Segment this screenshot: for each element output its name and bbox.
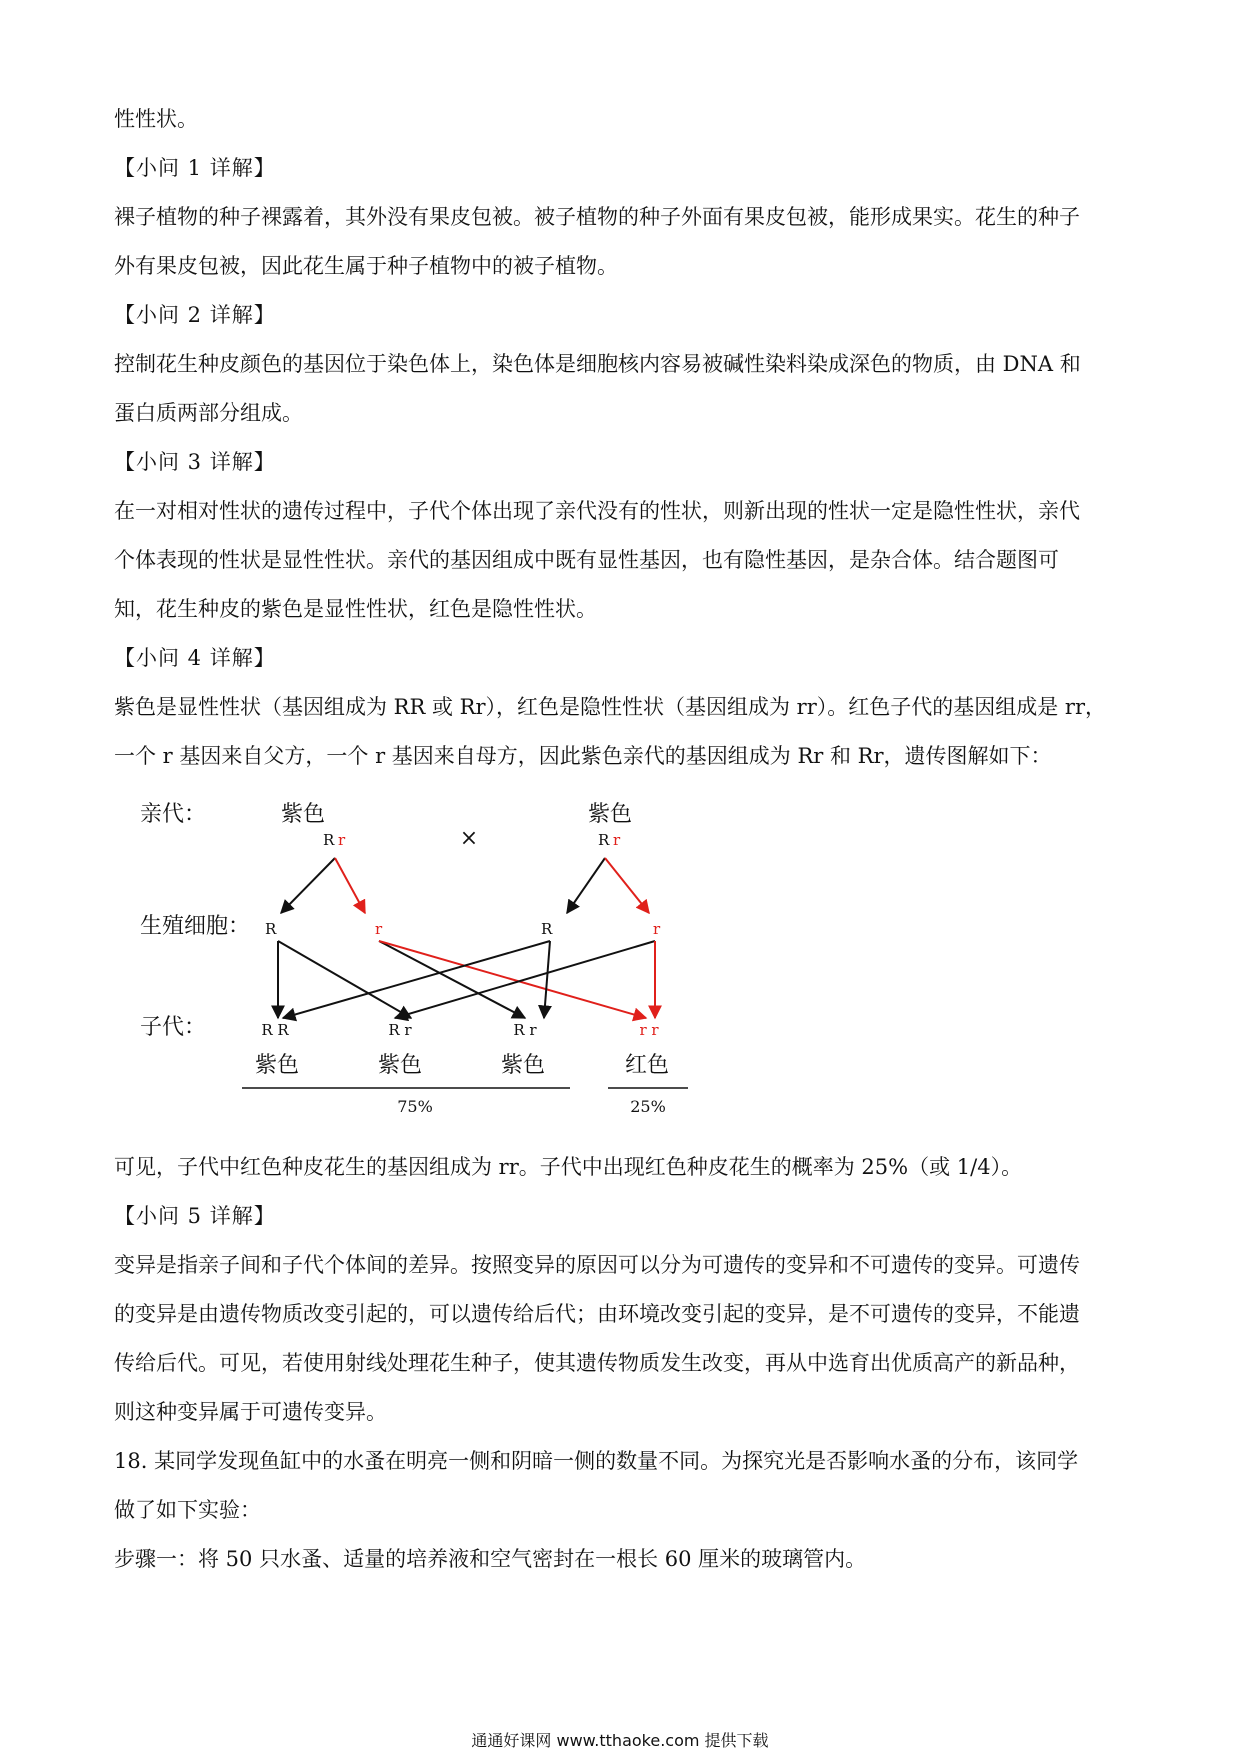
text-line: 性性状。: [114, 107, 198, 131]
arrow-r-to-Rr: [379, 941, 525, 1018]
offspring-1-phenotype: 紫色: [254, 1053, 300, 1078]
offspring-2-phenotype: 紫色: [377, 1053, 423, 1078]
gamete-right-R: R: [541, 920, 553, 938]
text-line: 紫色是显性性状（基因组成为 RR 或 Rr），红色是隐性性状（基因组成为 rr）。红色子代的基因组成是 rr，: [114, 695, 1106, 719]
parent-left-phenotype: 紫色: [280, 802, 326, 827]
text-line: 可见，子代中红色种皮花生的基因组成为 rr。子代中出现红色种皮花生的概率为 25%（或 1/4）。: [114, 1155, 1023, 1179]
text-line: 蛋白质两部分组成。: [114, 401, 303, 425]
parent-left-gene-r: r: [338, 831, 346, 849]
text-line: 在一对相对性状的遗传过程中，子代个体出现了亲代没有的性状，则新出现的性状一定是隐性性状，亲代: [114, 499, 1080, 523]
text-line: 一个 r 基因来自父方，一个 r 基因来自母方，因此紫色亲代的基因组成为 Rr 和 Rr，遗传图解如下：: [114, 744, 1052, 768]
text-line: 知，花生种皮的紫色是显性性状，红色是隐性性状。: [114, 597, 597, 621]
arrow-r2-to-Rr: [395, 941, 655, 1018]
parent-right-gene-R: R: [598, 831, 610, 849]
section-heading-q1: 【小问 1 详解】: [114, 156, 276, 180]
offspring-3-genotype: R r: [513, 1021, 537, 1039]
text-line: 的变异是由遗传物质改变引起的，可以遗传给后代；由环境改变引起的变异，是不可遗传的变异，不能遗: [114, 1302, 1080, 1326]
arrow-parent-left-to-R: [281, 858, 335, 913]
offspring-4-genotype: r r: [639, 1021, 659, 1039]
footer-source: 通通好课网 www.tthaoke.com 提供下载: [471, 1731, 769, 1750]
offspring-2-genotype: R r: [388, 1021, 412, 1039]
arrow-parent-right-to-r: [605, 858, 649, 913]
cross-symbol: ×: [459, 826, 479, 851]
gamete-left-R: R: [265, 920, 277, 938]
offspring-3-phenotype: 紫色: [500, 1053, 546, 1078]
text-line: 外有果皮包被，因此花生属于种子植物中的被子植物。: [114, 254, 618, 278]
text-line: 传给后代。可见，若使用射线处理花生种子，使其遗传物质发生改变，再从中选育出优质高产的新品种，: [114, 1351, 1080, 1375]
arrow-parent-left-to-r: [335, 858, 365, 913]
parent-left-gene-R: R: [323, 831, 335, 849]
label-gametes: 生殖细胞：: [140, 914, 251, 939]
label-parents: 亲代：: [140, 802, 207, 827]
arrow-R-to-Rr2: [278, 941, 411, 1018]
section-heading-q3: 【小问 3 详解】: [114, 450, 276, 474]
text-line: 裸子植物的种子裸露着，其外没有果皮包被。被子植物的种子外面有果皮包被，能形成果实。花生的种子: [114, 205, 1080, 229]
text-line: 则这种变异属于可遗传变异。: [114, 1400, 387, 1424]
gamete-right-r: r: [653, 920, 661, 938]
genetic-cross-diagram: [125, 790, 725, 1130]
arrow-parent-right-to-R: [567, 858, 605, 913]
question-18-text: 18. 某同学发现鱼缸中的水蚤在明亮一侧和阴暗一侧的数量不同。为探究光是否影响水蚤的分布，该同学: [114, 1449, 1079, 1473]
section-heading-q4: 【小问 4 详解】: [114, 646, 276, 670]
offspring-4-phenotype: 红色: [624, 1053, 670, 1078]
text-line: 变异是指亲子间和子代个体间的差异。按照变异的原因可以分为可遗传的变异和不可遗传的变异。可遗传: [114, 1253, 1080, 1277]
arrow-R2-to-Rr3: [544, 941, 550, 1018]
text-line: 控制花生种皮颜色的基因位于染色体上，染色体是细胞核内容易被碱性染料染成深色的物质，由 DNA 和: [114, 352, 1081, 376]
offspring-1-genotype: R R: [261, 1021, 289, 1039]
parent-right-phenotype: 紫色: [587, 802, 633, 827]
section-heading-q5: 【小问 5 详解】: [114, 1204, 276, 1228]
text-line: 做了如下实验：: [114, 1498, 261, 1522]
label-offspring: 子代：: [140, 1015, 207, 1040]
percent-red: 25%: [630, 1097, 666, 1116]
text-line: 步骤一：将 50 只水蚤、适量的培养液和空气密封在一根长 60 厘米的玻璃管内。: [114, 1547, 867, 1571]
text-line: 个体表现的性状是显性性状。亲代的基因组成中既有显性基因，也有隐性基因，是杂合体。结合题图可: [114, 548, 1059, 572]
parent-right-gene-r: r: [613, 831, 621, 849]
gamete-left-r: r: [375, 920, 383, 938]
percent-purple: 75%: [397, 1097, 433, 1116]
section-heading-q2: 【小问 2 详解】: [114, 303, 276, 327]
